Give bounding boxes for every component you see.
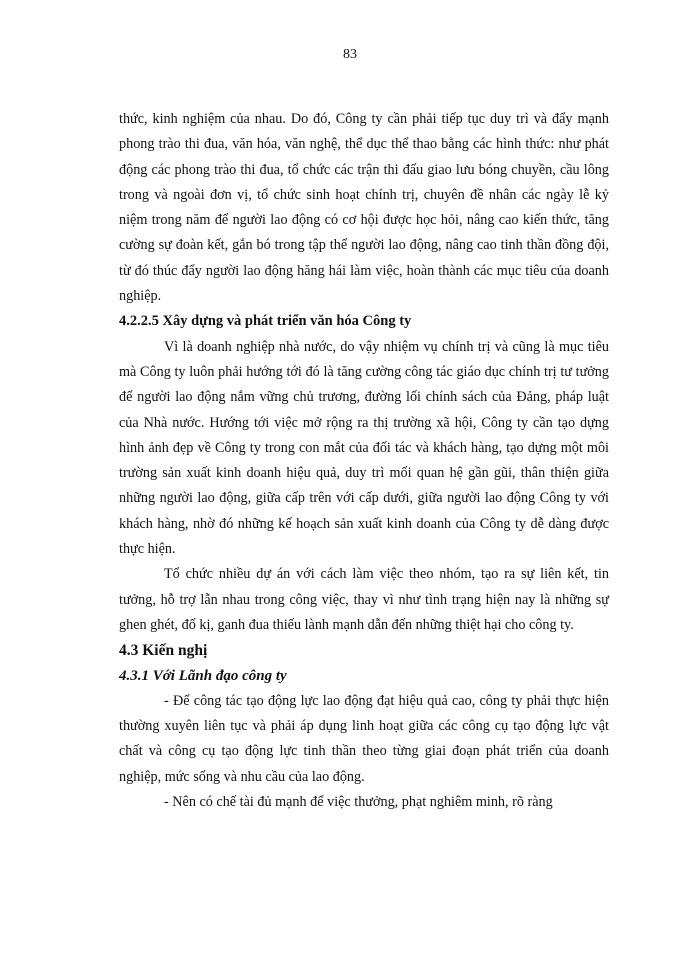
paragraph-continuation: thức, kinh nghiệm của nhau. Do đó, Công ty cần phải tiếp tục duy trì và đẩy mạnh phong trào thi đua, văn hóa, văn nghệ, thể dục thể thao bằng các hình thức: như phát động các phong trào thi đua, tổ chức các trận thi đấu giao lưu bóng chuyền, cầu lông trong và ngoài đơn vị, tổ chức sinh hoạt chính trị, chuyên đề nhân các ngày lễ kỷ niệm trong năm để người lao động có cơ hội được học hỏi, nâng cao kiến thức, tăng cường sự đoàn kết, gắn bó trong tập thể người lao động, nâng cao tinh thần đồng đội, từ đó thúc đẩy người lao động hăng hái làm việc, hoàn thành các mục tiêu của doanh nghiệp. <box>119 111 609 305</box>
section-heading-4-3-1: 4.3.1 Với Lãnh đạo công ty <box>119 667 287 684</box>
paragraph-teamwork: Tổ chức nhiều dự án với cách làm việc theo nhóm, tạo ra sự liên kết, tin tưởng, hỗ trợ lẫn nhau trong công việc, thay vì như tình trạng hiện nay là những sự ghen ghét, đố kị, ganh đua thiếu lành mạnh dẫn đến những thiệt hại cho công ty. <box>119 566 609 633</box>
paragraph-culture: Vì là doanh nghiệp nhà nước, do vậy nhiệm vụ chính trị và cũng là mục tiêu mà Công ty luôn phải hướng tới đó là tăng cường công tác giáo dục chính trị tư tưởng để người lao động nắm vững chủ trương, đường lối chính sách của Đảng, pháp luật của Nhà nước. Hướng tới việc mở rộng ra thị trường xã hội, Công ty cần tạo dựng hình ảnh đẹp về Công ty trong con mắt của đối tác và khách hàng, tạo dựng một môi trường sản xuất kinh doanh hiệu quả, duy trì mối quan hệ gần gũi, thân thiện giữa những người lao động, giữa cấp trên với cấp dưới, giữa người lao động Công ty với khách hàng, nhờ đó những kế hoạch sản xuất kinh doanh của Công ty dễ dàng được thực hiện. <box>119 338 609 558</box>
page-number: 83 <box>343 47 357 62</box>
paragraph-recommendation-1: - Để công tác tạo động lực lao động đạt hiệu quả cao, công ty phải thực hiện thường xuyên liên tục và phải áp dụng linh hoạt giữa các công cụ tạo động lực vật chất và công cụ tạo động lực tinh thần theo từng giai đoạn phát triển của doanh nghiệp, mức sống và nhu cầu của lao động. <box>119 692 609 785</box>
document-body <box>119 107 609 815</box>
paragraph-recommendation-2: - Nên có chế tài đủ mạnh để việc thưởng, phạt nghiêm minh, rõ ràng <box>164 794 553 811</box>
section-heading-4-3: 4.3 Kiến nghị <box>119 642 208 660</box>
section-heading-4-2-2-5: 4.2.2.5 Xây dựng và phát triển văn hóa Công ty <box>119 313 412 330</box>
